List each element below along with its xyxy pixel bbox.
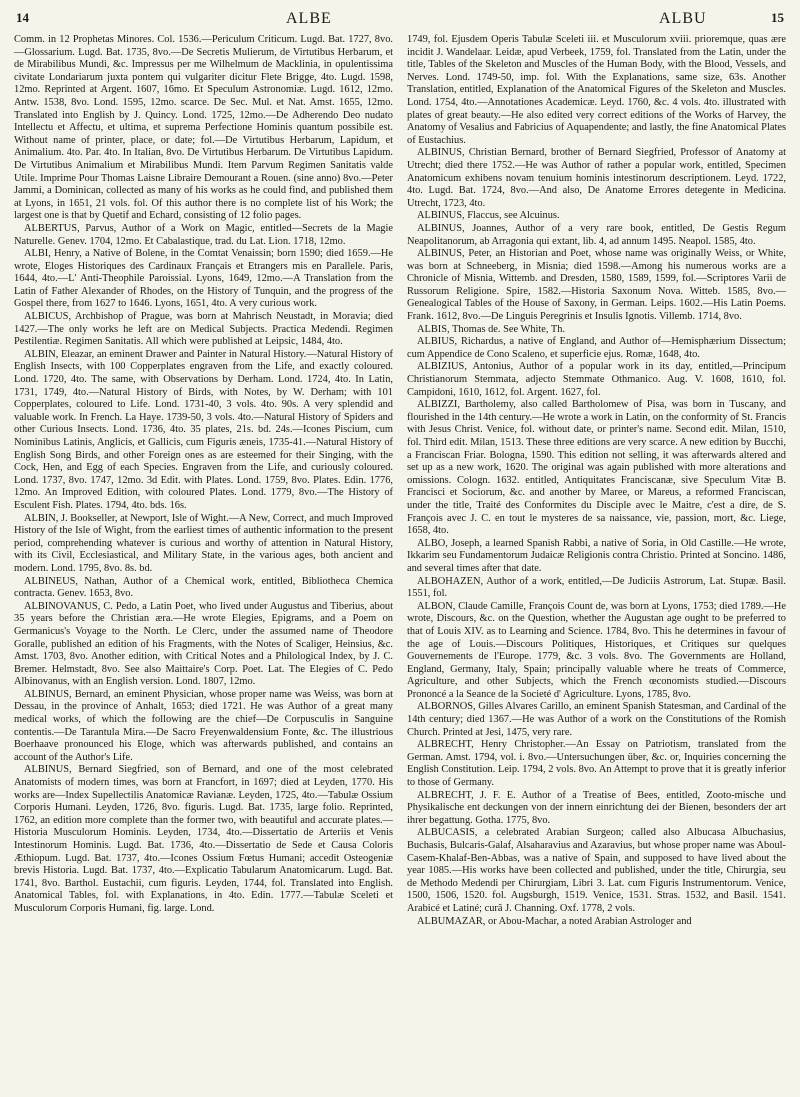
entry-paragraph: ALBRECHT, J. F. E. Author of a Treatise of Bees, entitled, Zooto-mische und Physikalische ent deckungen von der innern einrichtung dei der Bienen, besonders der art ihrer begattung. Gotha. 1775, 8vo. [407, 789, 786, 826]
entry-paragraph: ALBO, Joseph, a learned Spanish Rabbi, a native of Soria, in Old Castille.—He wrote, Ikkarim seu Fundamentorum Judaicæ Religionis contra Christio. Printed at Soncino. 1486, and several times after that date. [407, 537, 786, 574]
entry-paragraph: ALBINUS, Bernard, an eminent Physician, whose proper name was Weiss, was born at Dessau, in the province of Anhalt, 1653; died 1721. He was Author of a great many medical works, of which the following are the chief—De Corpusculis in Sanguine contentis.—De Tarantula Mira.—De Sacro Freyenwaldensium Fonte, &c. The illustrious Boerhaave pronounced his Eloge, which was afterwards published, and contains an account of the Author's Life. [14, 688, 393, 763]
running-header [14, 10, 786, 30]
right-page-number: 15 [771, 10, 784, 25]
entry-paragraph: ALBINEUS, Nathan, Author of a Chemical work, entitled, Bibliotheca Chemica contracta. Genev. 1653, 8vo. [14, 575, 393, 600]
entry-paragraph: ALBINUS, Joannes, Author of a very rare book, entitled, De Gestis Regum Neapolitanorum, ab Arragonia qui extant, lib. 4, ad annum 1495. Neapol. 1585, 4to. [407, 222, 786, 247]
entry-paragraph: ALBORNOS, Gilles Alvares Carillo, an eminent Spanish Statesman, and Cardinal of the 14th century; died 1367.—He was Author of a work on the Constitutions of the Romish Church. Printed at Jesi, 1475, very rare. [407, 701, 786, 738]
right-column [407, 34, 786, 928]
entry-paragraph: ALBIUS, Richardus, a native of England, and Author of—Hemisphærium Dissectum; cum Appendice de Cono Scaleno, et superficie ejus. Romæ, 1648, 4to. [407, 336, 786, 360]
text-columns [14, 34, 786, 928]
entry-paragraph: ALBIS, Thomas de. See White, Th. [417, 323, 566, 335]
entry-paragraph: ALBINUS, Bernard Siegfried, son of Bernard, and one of the most celebrated Anatomists of modern times, was born at Francfort, in 1697; died at Leyden, 1770. His works are—Index Supellectilis Anatomicæ Ravianæ. Leyden, 1725, 4to.—Tabulæ Ossium Corporis Humani. Leyden, 1726, 8vo. figuris. Lugd. Bat. 1735, large folio. Reprinted, 1762, an edition more complete than the former two, with beautiful and accurate plates.—Historia Musculorum Hominis. Leyden, 1734, 4to.—Dissertatio de Arteriis et Venis Intestinorum Hominis. Lugd. Bat. 1736, 4to.—Dissertatio de Sede et Causa Coloris Æthiopum. Lugd. Bat. 1737, 4to.—Icones Ossium Fœtus Humani; accedit Osteogeniæ brevis Historia. Lugd. Bat. 1737, 4to.—Explicatio Tabularum Anatomicarum. Lugd. Bat. 1741, 8vo. Barthol. Eustachii, cum figuris. Leyden, 1744, fol. Translated into English. Anatomical Tables, fol. with Explanations, in 4to. Edin. 1777.—Tabulæ Sceleti et Musculorum Corporis Humani, fig. large. Lond. [14, 764, 393, 914]
entry-paragraph: ALBINOVANUS, C. Pedo, a Latin Poet, who lived under Augustus and Tiberius, about 35 years before the Christian æra.—He wrote Elegies, Epigrams, and a Poem on Germanicus's Voyage to the North. Le Clerc, under the assumed name of Theodore Goralle, published an edition of his Fragments, with the Notes of Scaliger, Heinsius, &c. Amst. 1703, 8vo. Another edition, with Critical Notes and a Philological Index, by J. C. Bremer. Helmstadt, 8vo. See also Maittaire's Corp. Poet. Lat. The Elegies of C. Pedo Albinovanus, with an English version. Lond. 1807, 12mo. [14, 600, 393, 688]
entry-paragraph: ALBINUS, Peter, an Historian and Poet, whose name was originally Weiss, or White, was born at Schneeberg, in Misnia; died 1598.—Among his numerous works are a Chronicle of Misnia, Wittemb. and Dresden, 1580, 1589, 1599, fol.—Scriptores Varii de Russorum Religione. Spire, 1582.—Historia Saxonum Nova. Witteb. 1585, 8vo.—Genealogical Tables of the House of Saxony, in German. Leips. 1602.—His Latin Poems. Frank. 1612, 8vo.—De Linguis Peregrinis et Insulis Ignotis. Villemb. 1714, 8vo. [407, 248, 786, 323]
left-page-number: 14 [16, 10, 29, 25]
entry-paragraph: ALBICUS, Archbishop of Prague, was born at Mahrisch Neustadt, in Moravia; died 1427.—The only works he left are on Medical Subjects. Practica Medendi. Regimen Pestilentiæ. Regimen Sanitatis. All which were published at Leipsic, 1484, 4to. [14, 311, 393, 348]
entry-paragraph: ALBIZIUS, Antonius, Author of a popular work in its day, entitled,—Principum Christianorum Stemmata, adjecto Stemmate Othmanico. Aug. V. 1608, 1610, fol. Campidoni, 1610, 1612, fol. Argent. 1627, fol. [407, 361, 786, 398]
entry-paragraph: Comm. in 12 Prophetas Minores. Col. 1536.—Periculum Criticum. Lugd. Bat. 1727, 8vo.—Glossarium. Lugd. Bat. 1735, 8vo.—De Secretis Mulierum, de Virtutibus Herbarum, et de Mirabilibus Mundi, &c. Impressus per me Wilhelmum de Macklinia, in opulentissima civitate Londariarum juxta pontem qui vulgariter dicitur Flete Brigge, 4to. Lugd. 1598, 12mo. Reprinted at Argent. 1607, 16mo. Et Speculum Astronomiæ. Lugd. 1612, 12mo. Antw. 1538, 8vo. Lond. 1595, 12mo. scarce. De Sec. Mul. et Nat. Amst. 1655, 12mo. Translated into English by J. Quincy. Lond. 1725, 12mo.—De Adherendo Deo nudato Intellectu et Affectu, et ultima, et suprema Perfectione Hominis quantum possibile est. Without name of printer, place, or date; fol.—De Virtutibus Herbarum, Lapidum, et Animalium. 4to. Par. 4to. In Italian, 8vo. De Virtutibus Herbarum. De Virtutibus Lapidum. De Virtutibus Animalium et Mirabilibus Mundi. Item Parvum Regimen Sanitatis valde Utile. Imprime Pour Thomas Laisne Libraire Demourant a Rouen. (sine anno) 8vo.—Peter Jammi, a Dominican, collected as many of his works as he could find, and published them at Lyons, in 1651, 21 vols. fol. Of this author there is no complete list of his Work; the largest one is that by Quetif and Echard, consisting of 12 folio pages. [14, 34, 393, 222]
right-headword: ALBU [659, 10, 707, 27]
entry-paragraph: ALBERTUS, Parvus, Author of a Work on Magic, entitled—Secrets de la Magie Naturelle. Genev. 1704, 12mo. Et Cabalastique, trad. du Lat. Lion. 1718, 12mo. [14, 222, 393, 247]
entry-paragraph: ALBINUS, Christian Bernard, brother of Bernard Siegfried, Professor of Anatomy at Utrecht; died there 1752.—He was Author of rather a popular work, entitled, Specimen Anatomicum exhibens novam tenuium hominis intestinorum descriptionem. Leyd. 1722, 4to. Lugd. Bat. 1724, 8vo.—And also, De Anatome Errores detegente in Medicina. Utrecht, 1723, 4to. [407, 147, 786, 209]
entry-paragraph: ALBIN, Eleazar, an eminent Drawer and Painter in Natural History.—Natural History of English Insects, with 100 Copperplates engraven from the Life, and exactly coloured. Lond. 1720, 4to. The same, with Observations by Derham. Lond. 1724, 4to. In Latin, 1731, 1749, 4to.—Natural History of Birds, with Notes, by W. Derham; with 101 Copperplates, coloured to Life. Lond. 1731-40, 3 vols. 4to. 90s. A very splendid and valuable work. In French. La Haye. 1739-50, 3 vols. 4to.—Natural History of Spiders and other Curious Insects. Lond. 1736, 4to. 35 plates, 21s. bd. 24s.—Icones Piscium, cum Nominibus Latinis, Anglicis, et Gallicis, cum Figuris æneis, 1735-41.—Natural History of English Song Birds, and other Foreign ones as are esteemed for their Singing, with the Cock, Hen, and Egg of each Species. Engraven from the Life, and curiously coloured. Lond. 1737, 8vo. 1747, 12mo. 3d Edit. with Plates. Lond. 1759, 8vo. Plates. Edin. 1776, 12mo. An Improved Edition, with coloured Plates. Lond. 1779, 8vo.—The History of Esculent Fish. Plates. 1794, 4to. bds. 16s. [14, 348, 393, 511]
entry-paragraph: ALBON, Claude Camille, François Count de, was born at Lyons, 1753; died 1789.—He wrote, Discours, &c. on the Question, whether the Augustan age ought to be preferred to that of Louis XIV. as to Learning and Science. 1784, 8vo. This he determines in favour of the age of Louis.—Discours Politiques, Historiques, et Critiques sur quelques Gouvernements de l'Europe. 1779, &c. 3 vols. 8vo. The Governments are Holland, England, Germany, Italy, Spain; principally valuable where he treats of Commerce, Agriculture, and other Subjects, which the French œconomists studied.—Discours Prononcé a la Seance de la Societé d' Agriculture. Lyons, 1785, 8vo. [407, 600, 786, 700]
entry-paragraph: ALBINUS, Flaccus, see Alcuinus. [417, 210, 560, 222]
entry-paragraph: ALBUMAZAR, or Abou-Machar, a noted Arabian Astrologer and [417, 915, 692, 927]
entry-paragraph: ALBIN, J. Bookseller, at Newport, Isle of Wight.—A New, Correct, and much Improved History of the Isle of Wight, from the earliest times of authentic information to the present period, comprehending whatever is curious and worthy of attention in Natural History, with its Civil, Ecclesiastical, and Military State, in the various ages, both ancient and modern. Lond. 1795, 8vo. 8s. bd. [14, 512, 393, 574]
entry-paragraph: ALBRECHT, Henry Christopher.—An Essay on Patriotism, translated from the German. Amst. 1794, vol. i. 8vo.—Untersuchungen über, &c. or, Inquiries concerning the English Constitution. Leip. 1794, 2 vols. 8vo. An Attempt to prove that it is greatly inferior to those of Germany. [407, 739, 786, 789]
left-column [14, 34, 393, 928]
entry-paragraph: ALBOHAZEN, Author of a work, entitled,—De Judiciis Astrorum, Lat. Stupæ. Basil. 1551, fol. [407, 575, 786, 600]
entry-paragraph: ALBIZZI, Bartholemy, also called Bartholomew of Pisa, was born in Tuscany, and flourished in the 14th century.—He wrote a work in Latin, on the conformity of St. Francis with Jesus Christ. Venice, fol. without date, or printer's name. Second edit. Milan, 1510, fol. Third edit. Milan, 1513. These three editions are very scarce. A new edition by Bucchi, a Franciscan Friar. Bologna, 1590. This edition not selling, it was afterwards altered and set up as a new work, 1620. The original was again published with more alterations and omissions. Cologn. 1632. entitled, Antiquitates Franciscanæ, sive Speculum Vitæ B. Francisci et Sociorum, &c. and another by Maree, or Mareus, a reformed Franciscan, under the title, Traité des Conformites du Disciple avec le Maitre, c'est a dire, de S. François avec J. C. en tout le mysteres de sa naissance, vie, passion, mort, &c. Liege, 1658, 4to. [407, 399, 786, 537]
entry-paragraph: 1749, fol. Ejusdem Operis Tabulæ Sceleti iii. et Musculorum xviii. prioremque, quas ære incidit J. Wandelaar. Leidæ, apud Verbeek, 1759, fol. Translated from the Latin, under the title, Tables of the Skeleton and Muscles of the Human Body, with the Blood, Vessels, and Nerves. Lond. 1749-50, imp. fol. With the Explanations, same size, 63s. Another Translation, entitled, Explanation of the Anatomical Figures of the Skeleton and Muscles. Lond. 1754, 4to.—Annotationes Academicæ. Leyd. 1760, &c. 4 vols. 4to. illustrated with plates of great beauty.—He also edited very correct editions of the Works of Harvey, the Anatomy of Vesalius and Fabricius of Aquapendente; and lastly, the fine Anatomical Plates of Eustachius. [407, 34, 786, 146]
left-headword: ALBE [286, 10, 332, 27]
entry-paragraph: ALBI, Henry, a Native of Bolene, in the Comtat Venaissin; born 1590; died 1659.—He wrote, Eloges Historiques des Cardinaux Français et Etrangers mis en Parallele. Paris, 1644, 4to.—L' Anti-Theophile Paroissial. Lyons, 1649, 12mo.—A Translation from the Latin of Father Alexander of Rhodes, on the History of Tunquin, and the progress of the Gospel there, from 1627 to 1646. Lyons, 1651, 4to. A very curious work. [14, 248, 393, 310]
entry-paragraph: ALBUCASIS, a celebrated Arabian Surgeon; called also Albucasa Albuchasius, Buchasis, Bulcaris-Galaf, Alsaharavius and Azaravius, but whose proper name was Aboul-Casem-Khalaf-Ben-Abbas, was a native of Spain, and supposed to have lived about the year 1085.—His works have been collected and published, under the title, Chirurgia, seu de Methodo Medendi per Chirurgiam, Libri 3. Lat. cum Figuris Instrumentorum. Venice, 1500, 1506, 1520. fol. Augsburgh, 1519. Venice, 1531. Stras. 1532, and Basil. 1541. Arabicé et Latiné; curâ J. Channing. Oxf. 1778, 2 vols. [407, 827, 786, 914]
